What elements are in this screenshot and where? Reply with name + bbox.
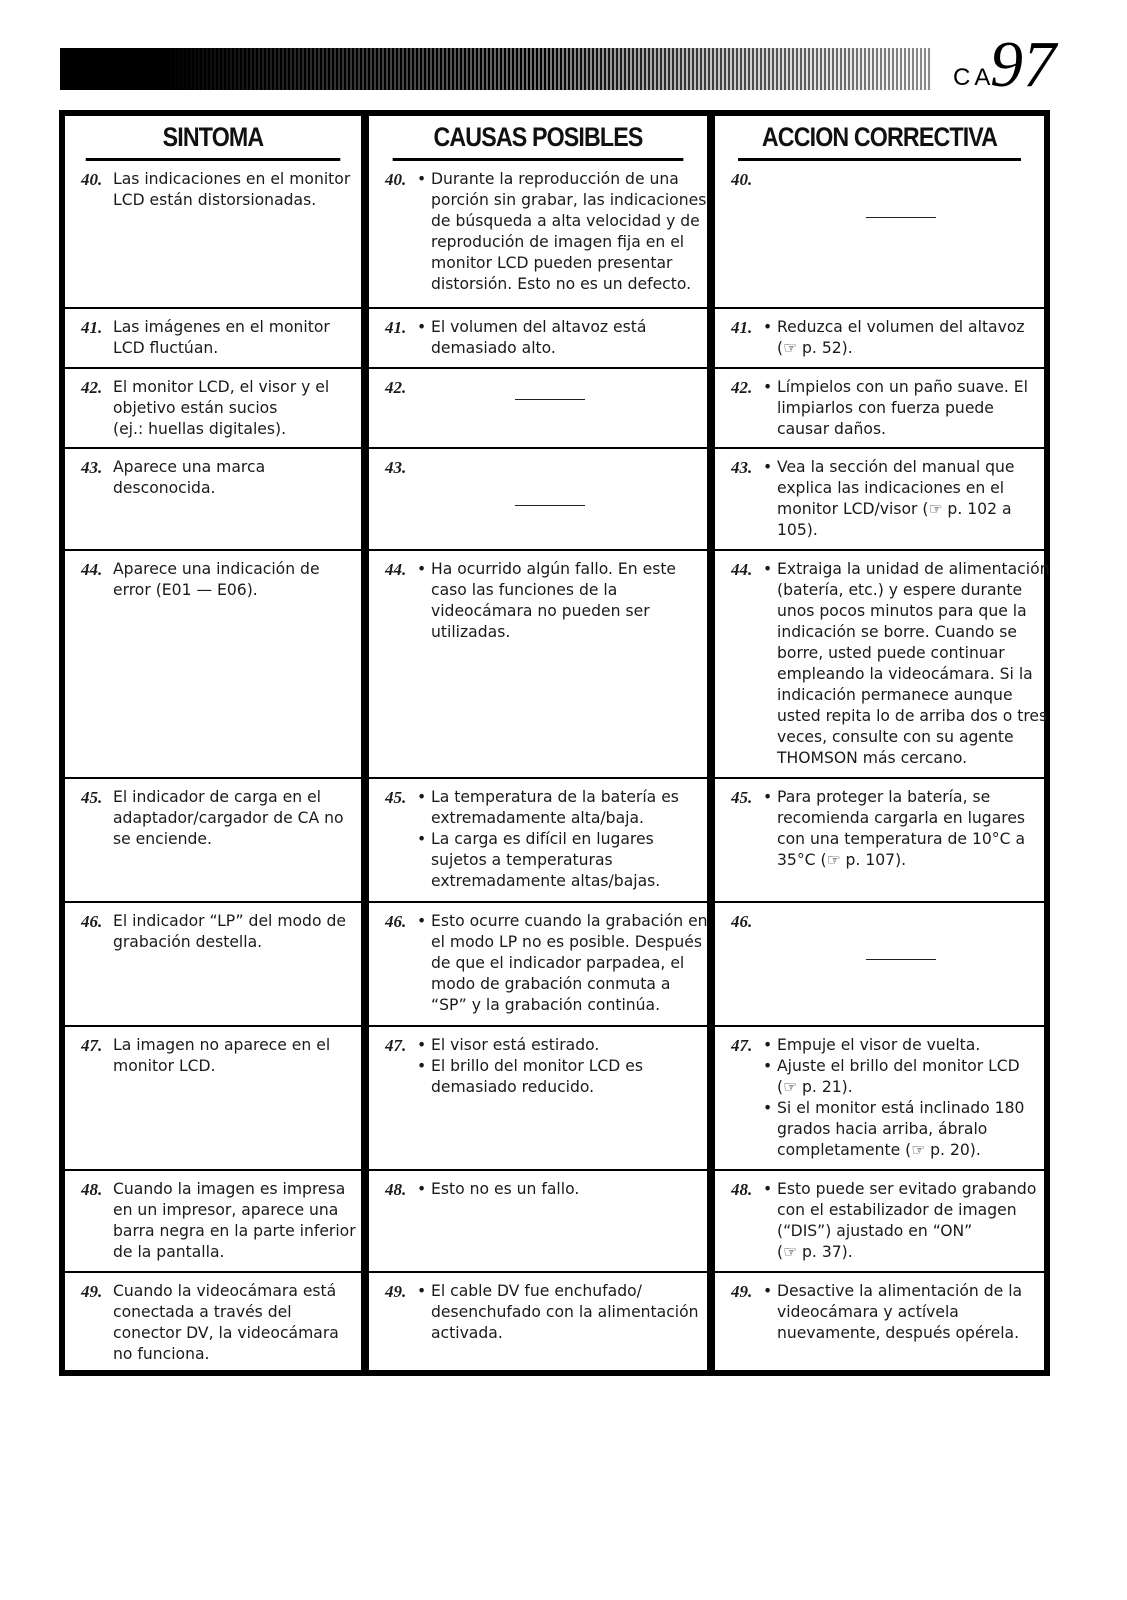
cell-causas xyxy=(369,1025,707,1169)
item-body xyxy=(417,169,706,295)
empty-cell xyxy=(763,911,1038,960)
text-line: caso las funciones de la xyxy=(431,581,618,599)
text-line: error (E01 — E06). xyxy=(113,581,258,599)
item-body xyxy=(763,1281,1038,1344)
text-line: de que el indicador parpadea, el xyxy=(431,954,685,972)
text-line: recomienda cargarla en lugares xyxy=(777,809,1026,827)
bullet-icon: • xyxy=(417,318,427,336)
text-line: Ha ocurrido algún fallo. En este xyxy=(431,560,677,578)
item-body xyxy=(763,1179,1038,1263)
item-number: 46. xyxy=(385,912,407,931)
bullet-icon: • xyxy=(417,830,427,848)
bullet-icon: • xyxy=(417,1282,427,1300)
bullet-item xyxy=(417,559,701,643)
bullet-item xyxy=(763,1035,1038,1056)
troubleshooting-table xyxy=(59,110,1050,1376)
bullet-icon: • xyxy=(763,1036,773,1054)
dash-line xyxy=(515,505,585,506)
bullet-item xyxy=(763,787,1038,871)
header-bar xyxy=(60,48,932,90)
text-line: extremadamente alta/baja. xyxy=(431,809,644,827)
text-line: no funciona. xyxy=(113,1345,210,1363)
bullet-item xyxy=(417,1035,701,1056)
bullet-icon: • xyxy=(763,1180,773,1198)
item-number: 42. xyxy=(731,378,753,397)
text-line: videocámara no pueden ser xyxy=(431,602,650,620)
list-item xyxy=(81,1179,355,1263)
text-line: THOMSON más cercano. xyxy=(777,749,968,767)
text-line: con el estabilizador de imagen xyxy=(777,1201,1017,1219)
text-line: (batería, etc.) y espere durante xyxy=(777,581,1023,599)
item-body xyxy=(113,1035,355,1077)
column-sintoma xyxy=(65,116,361,1370)
bullet-icon: • xyxy=(417,912,427,930)
bullet-item xyxy=(417,1056,701,1098)
item-body xyxy=(417,457,701,506)
bullet-text xyxy=(431,829,701,892)
bullet-text xyxy=(431,169,706,295)
bullet-item xyxy=(417,911,708,1016)
text-line: Las indicaciones en el monitor xyxy=(113,170,351,188)
list-item xyxy=(385,1281,701,1344)
text-line: distorsión. Esto no es un defecto. xyxy=(431,275,692,293)
list-item xyxy=(385,317,701,359)
text-line: Ajuste el brillo del monitor LCD xyxy=(777,1057,1020,1075)
bullet-icon: • xyxy=(763,1057,773,1075)
item-number: 41. xyxy=(385,318,407,337)
text-line: veces, consulte con su agente xyxy=(777,728,1014,746)
text-line: (ej.: huellas digitales). xyxy=(113,420,287,438)
text-line: (☞ p. 52). xyxy=(777,339,853,357)
text-line: Las imágenes en el monitor xyxy=(113,318,330,336)
text-line: La carga es difícil en lugares xyxy=(431,830,654,848)
bullet-icon: • xyxy=(417,1036,427,1054)
item-number: 45. xyxy=(731,788,753,807)
text-line: monitor LCD pueden presentar xyxy=(431,254,673,272)
cell-causas xyxy=(369,447,707,549)
text-line: demasiado reducido. xyxy=(431,1078,595,1096)
cell-sintoma xyxy=(65,447,361,549)
list-item xyxy=(385,377,701,400)
empty-cell xyxy=(399,457,701,506)
list-item xyxy=(731,559,1050,769)
bullet-text xyxy=(777,1179,1038,1263)
cell-sintoma xyxy=(65,549,361,777)
dash-line xyxy=(866,217,936,218)
cell-causas xyxy=(369,1169,707,1271)
item-number: 49. xyxy=(385,1282,407,1301)
item-body xyxy=(763,377,1038,440)
item-number: 40. xyxy=(385,170,407,189)
item-body xyxy=(113,377,355,440)
text-line: modo de grabación conmuta a xyxy=(431,975,671,993)
text-line: de la pantalla. xyxy=(113,1243,225,1261)
bullet-text xyxy=(777,1281,1038,1344)
item-body xyxy=(113,457,355,499)
bullet-item xyxy=(417,169,706,295)
cell-accion xyxy=(715,549,1050,777)
bullet-item xyxy=(763,559,1050,769)
bullet-text xyxy=(431,911,708,1016)
text-line: El monitor LCD, el visor y el xyxy=(113,378,330,396)
item-body xyxy=(113,317,355,359)
bullet-text xyxy=(777,1056,1038,1098)
item-body xyxy=(113,787,355,850)
item-number: 41. xyxy=(81,318,103,337)
item-number: 43. xyxy=(731,458,753,477)
cell-causas xyxy=(369,549,707,777)
text-line: con una temperatura de 10°C a xyxy=(777,830,1026,848)
text-line: grabación destella. xyxy=(113,933,263,951)
text-line: 105). xyxy=(777,521,818,539)
list-item xyxy=(731,457,1038,541)
item-body xyxy=(417,1281,701,1344)
text-line: Cuando la videocámara está xyxy=(113,1282,337,1300)
text-line: en un impresor, aparece una xyxy=(113,1201,339,1219)
item-number: 44. xyxy=(731,560,753,579)
bullet-text xyxy=(431,1035,701,1056)
list-item xyxy=(385,559,701,643)
bullet-item xyxy=(417,1281,701,1344)
bullet-icon: • xyxy=(417,1180,427,1198)
text-line: La imagen no aparece en el xyxy=(113,1036,331,1054)
empty-cell xyxy=(763,169,1038,218)
text-line: Límpielos con un paño suave. El xyxy=(777,378,1028,396)
cell-accion xyxy=(715,901,1044,1025)
item-body xyxy=(417,377,701,400)
page-code: CA xyxy=(953,64,995,91)
item-body xyxy=(113,169,355,211)
bullet-text xyxy=(777,1098,1038,1161)
cell-accion xyxy=(715,307,1044,367)
bullet-item xyxy=(763,377,1038,440)
text-line: activada. xyxy=(431,1324,503,1342)
text-line: borre, usted puede continuar xyxy=(777,644,1005,662)
page-number: 97 xyxy=(990,28,1056,101)
item-body xyxy=(763,911,1038,960)
text-line: Cuando la imagen es impresa xyxy=(113,1180,346,1198)
text-line: objetivo están sucios xyxy=(113,399,278,417)
item-number: 40. xyxy=(731,170,753,189)
bullet-icon: • xyxy=(763,560,773,578)
text-line: Empuje el visor de vuelta. xyxy=(777,1036,981,1054)
bullet-text xyxy=(777,377,1038,440)
text-line: reprodución de imagen fija en el xyxy=(431,233,685,251)
item-body xyxy=(763,457,1038,541)
bullet-item xyxy=(763,317,1038,359)
text-line: sujetos a temperaturas xyxy=(431,851,613,869)
item-number: 43. xyxy=(385,458,407,477)
bullet-item xyxy=(417,1179,701,1200)
text-line: monitor LCD. xyxy=(113,1057,216,1075)
item-body xyxy=(113,559,355,601)
item-body xyxy=(417,317,701,359)
text-line: extremadamente altas/bajas. xyxy=(431,872,661,890)
list-item xyxy=(81,377,355,440)
cell-accion xyxy=(715,777,1044,901)
list-item xyxy=(81,1035,355,1077)
list-item xyxy=(81,911,355,953)
list-item xyxy=(731,787,1038,871)
text-line: La temperatura de la batería es xyxy=(431,788,679,806)
text-line: Esto puede ser evitado grabando xyxy=(777,1180,1037,1198)
bullet-item xyxy=(763,1056,1038,1098)
list-item xyxy=(731,1281,1038,1344)
cell-sintoma xyxy=(65,1169,361,1271)
bullet-item xyxy=(763,1281,1038,1344)
cell-sintoma xyxy=(65,777,361,901)
list-item xyxy=(385,169,707,295)
text-line: se enciende. xyxy=(113,830,212,848)
text-line: usted repita lo de arriba dos o tres xyxy=(777,707,1048,725)
text-line: indicación permanece aunque xyxy=(777,686,1013,704)
cell-causas xyxy=(369,161,707,307)
text-line: El visor está estirado. xyxy=(431,1036,600,1054)
list-item xyxy=(81,169,355,211)
item-number: 48. xyxy=(385,1180,407,1199)
item-number: 49. xyxy=(731,1282,753,1301)
text-line: indicación se borre. Cuando se xyxy=(777,623,1018,641)
item-body xyxy=(763,787,1038,871)
bullet-item xyxy=(763,457,1038,541)
item-body xyxy=(763,1035,1038,1161)
item-number: 44. xyxy=(81,560,103,579)
text-line: conector DV, la videocámara xyxy=(113,1324,339,1342)
bullet-text xyxy=(431,559,701,643)
text-line: videocámara y actívela xyxy=(777,1303,959,1321)
column-header-sintoma: SINTOMA xyxy=(86,116,341,161)
bullet-icon: • xyxy=(763,788,773,806)
item-number: 44. xyxy=(385,560,407,579)
bullet-icon: • xyxy=(763,318,773,336)
item-number: 49. xyxy=(81,1282,103,1301)
dash-line xyxy=(866,959,936,960)
text-line: LCD fluctúan. xyxy=(113,339,219,357)
bullet-icon: • xyxy=(417,788,427,806)
bullet-icon: • xyxy=(763,1282,773,1300)
bullet-text xyxy=(431,787,701,829)
text-line: (☞ p. 21). xyxy=(777,1078,853,1096)
text-line: Para proteger la batería, se xyxy=(777,788,991,806)
text-line: demasiado alto. xyxy=(431,339,556,357)
cell-causas xyxy=(369,901,707,1025)
cell-sintoma xyxy=(65,901,361,1025)
text-line: explica las indicaciones en el xyxy=(777,479,1005,497)
list-item xyxy=(385,1179,701,1200)
bullet-text xyxy=(777,457,1038,541)
item-number: 46. xyxy=(81,912,103,931)
text-line: de búsqueda a alta velocidad y de xyxy=(431,212,700,230)
text-line: desenchufado con la alimentación xyxy=(431,1303,699,1321)
list-item xyxy=(81,1281,355,1365)
item-body xyxy=(417,1035,701,1098)
column-header-causas: CAUSAS POSIBLES xyxy=(393,116,684,161)
item-number: 48. xyxy=(81,1180,103,1199)
list-item xyxy=(731,317,1038,359)
item-number: 41. xyxy=(731,318,753,337)
list-item xyxy=(81,559,355,601)
bullet-item xyxy=(763,1179,1038,1263)
bullet-text xyxy=(431,1281,701,1344)
text-line: 35°C (☞ p. 107). xyxy=(777,851,907,869)
bullet-icon: • xyxy=(417,170,427,188)
text-line: conectada a través del xyxy=(113,1303,292,1321)
text-line: El volumen del altavoz está xyxy=(431,318,647,336)
text-line: Si el monitor está inclinado 180 xyxy=(777,1099,1025,1117)
cell-accion xyxy=(715,1271,1044,1376)
cell-causas xyxy=(369,777,707,901)
item-body xyxy=(113,1281,355,1365)
item-number: 48. xyxy=(731,1180,753,1199)
column-accion xyxy=(715,116,1050,1370)
text-line: Esto ocurre cuando la grabación en xyxy=(431,912,708,930)
bullet-item xyxy=(417,317,701,359)
text-line: completamente (☞ p. 20). xyxy=(777,1141,981,1159)
cell-accion xyxy=(715,367,1044,447)
text-line: El brillo del monitor LCD es xyxy=(431,1057,643,1075)
bullet-text xyxy=(777,787,1038,871)
list-item xyxy=(731,169,1038,218)
bullet-icon: • xyxy=(763,458,773,476)
text-line: El cable DV fue enchufado/ xyxy=(431,1282,642,1300)
text-line: limpiarlos con fuerza puede xyxy=(777,399,994,417)
text-line: el modo LP no es posible. Después xyxy=(431,933,702,951)
text-line: porción sin grabar, las indicaciones xyxy=(431,191,707,209)
cell-sintoma xyxy=(65,161,361,307)
item-body xyxy=(417,911,708,1016)
item-number: 40. xyxy=(81,170,103,189)
bullet-text xyxy=(777,1035,1038,1056)
text-line: Reduzca el volumen del altavoz xyxy=(777,318,1025,336)
bullet-text xyxy=(431,317,701,359)
text-line: Durante la reproducción de una xyxy=(431,170,679,188)
item-body xyxy=(763,559,1050,769)
bullet-item xyxy=(417,787,701,829)
text-line: nuevamente, después opérela. xyxy=(777,1324,1020,1342)
item-number: 47. xyxy=(731,1036,753,1055)
text-line: (“DIS”) ajustado en “ON” xyxy=(777,1222,973,1240)
text-line: unos pocos minutos para que la xyxy=(777,602,1027,620)
item-body xyxy=(763,317,1038,359)
bullet-icon: • xyxy=(763,378,773,396)
item-number: 42. xyxy=(385,378,407,397)
item-number: 45. xyxy=(385,788,407,807)
item-number: 42. xyxy=(81,378,103,397)
text-line: barra negra en la parte inferior xyxy=(113,1222,356,1240)
text-line: Extraiga la unidad de alimentación xyxy=(777,560,1050,578)
column-causas xyxy=(369,116,707,1370)
cell-accion xyxy=(715,1025,1044,1169)
item-number: 43. xyxy=(81,458,103,477)
cell-sintoma xyxy=(65,1025,361,1169)
text-line: “SP” y la grabación continúa. xyxy=(431,996,661,1014)
list-item xyxy=(385,787,701,892)
bullet-text xyxy=(777,559,1050,769)
cell-sintoma xyxy=(65,1271,361,1376)
list-item xyxy=(385,457,701,506)
text-line: empleando la videocámara. Si la xyxy=(777,665,1033,683)
bullet-item xyxy=(763,1098,1038,1161)
list-item xyxy=(385,1035,701,1098)
item-body xyxy=(417,787,701,892)
list-item xyxy=(731,377,1038,440)
cell-causas xyxy=(369,1271,707,1376)
bullet-text xyxy=(431,1179,701,1200)
item-body xyxy=(417,559,701,643)
list-item xyxy=(731,911,1038,960)
text-line: El indicador “LP” del modo de xyxy=(113,912,346,930)
text-line: (☞ p. 37). xyxy=(777,1243,853,1261)
list-item xyxy=(81,317,355,359)
text-line: Esto no es un fallo. xyxy=(431,1180,580,1198)
item-number: 47. xyxy=(81,1036,103,1055)
item-number: 46. xyxy=(731,912,753,931)
item-number: 45. xyxy=(81,788,103,807)
list-item xyxy=(385,911,708,1016)
empty-cell xyxy=(399,377,701,400)
bullet-icon: • xyxy=(417,1057,427,1075)
text-line: grados hacia arriba, ábralo xyxy=(777,1120,988,1138)
cell-causas xyxy=(369,367,707,447)
cell-accion xyxy=(715,161,1044,307)
cell-sintoma xyxy=(65,367,361,447)
bullet-text xyxy=(431,1056,701,1098)
item-body xyxy=(113,911,355,953)
cell-causas xyxy=(369,307,707,367)
item-body xyxy=(763,169,1038,218)
cell-sintoma xyxy=(65,307,361,367)
item-body xyxy=(113,1179,356,1263)
bullet-icon: • xyxy=(763,1099,773,1117)
text-line: Desactive la alimentación de la xyxy=(777,1282,1023,1300)
list-item xyxy=(731,1179,1038,1263)
item-body xyxy=(417,1179,701,1200)
text-line: desconocida. xyxy=(113,479,216,497)
text-line: LCD están distorsionadas. xyxy=(113,191,317,209)
list-item xyxy=(81,457,355,499)
column-header-accion: ACCION CORRECTIVA xyxy=(738,116,1021,161)
text-line: Aparece una indicación de xyxy=(113,560,320,578)
text-line: Aparece una marca xyxy=(113,458,266,476)
text-line: adaptador/cargador de CA no xyxy=(113,809,344,827)
text-line: monitor LCD/visor (☞ p. 102 a xyxy=(777,500,1012,518)
dash-line xyxy=(515,399,585,400)
list-item xyxy=(81,787,355,850)
cell-accion xyxy=(715,1169,1044,1271)
bullet-text xyxy=(777,317,1038,359)
list-item xyxy=(731,1035,1038,1161)
text-line: utilizadas. xyxy=(431,623,511,641)
text-line: Vea la sección del manual que xyxy=(777,458,1015,476)
item-number: 47. xyxy=(385,1036,407,1055)
cell-accion xyxy=(715,447,1044,549)
bullet-icon: • xyxy=(417,560,427,578)
text-line: El indicador de carga en el xyxy=(113,788,322,806)
text-line: causar daños. xyxy=(777,420,887,438)
bullet-item xyxy=(417,829,701,892)
